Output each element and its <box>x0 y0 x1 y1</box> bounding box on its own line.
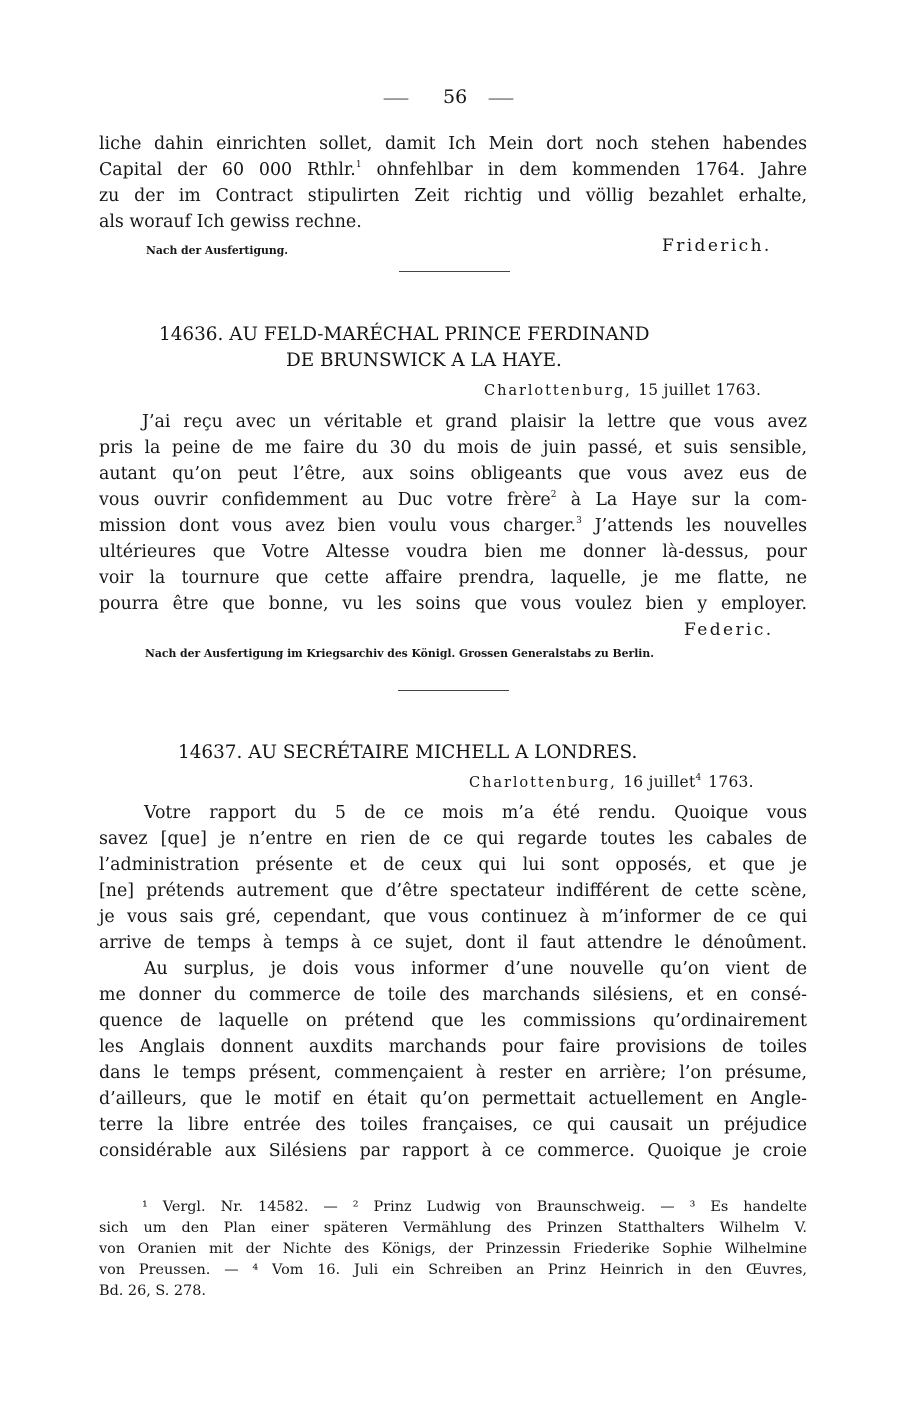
section-divider <box>399 271 510 272</box>
text-line: voir la tournure que cette affaire prendra, laquelle, je me flatte, ne <box>99 568 807 588</box>
text-line <box>99 518 807 535</box>
text-segment: ohnfehlbar in dem kommenden 1764. Jahre <box>361 160 807 180</box>
footnote-ref: 3 <box>576 516 582 527</box>
footnote-line: von Preussen. — ⁴ Vom 16. Juli ein Schreiben an Prinz Heinrich in den Œuvres, <box>99 1262 807 1278</box>
text-line: considérable aux Silésiens par rapport à ce commerce. Quoique je croie <box>99 1141 807 1161</box>
text-line: [ne] prétends autrement que d’être spectateur indifférent de cette scène, <box>99 881 807 901</box>
text-line: arrive de temps à temps à ce sujet, dont il faut attendre le dénoûment. <box>99 933 807 953</box>
text-segment: J’attends les nouvelles <box>581 516 807 536</box>
text-segment: mission dont vous avez bien voulu vous charger. <box>99 516 577 536</box>
text-line: Votre rapport du 5 de ce mois m’a été rendu. Quoique vous <box>144 803 807 823</box>
text-line <box>99 162 807 179</box>
footnote-ref: 4 <box>695 773 704 784</box>
source-note: Nach der Ausfertigung. <box>146 244 289 257</box>
text-line: savez [que] je n’entre en rien de ce qui regarde toutes les cabales de <box>99 829 807 849</box>
text-line: pourra être que bonne, vu les soins que vous voulez bien y employer. <box>99 594 807 614</box>
text-segment: à La Haye sur la com- <box>556 490 807 510</box>
letter-dateline <box>484 383 761 399</box>
text-line: me donner du commerce de toile des marchands silésiens, et en consé- <box>99 985 807 1005</box>
footnote-ref: 1 <box>355 160 362 171</box>
text-line: liche dahin einrichten sollet, damit Ich Mein dort noch stehen habendes <box>99 134 807 154</box>
section-divider <box>398 690 509 691</box>
text-line: als worauf Ich gewiss rechne. <box>99 212 362 232</box>
text-line: je vous sais gré, cependant, que vous continuez à m’informer de ce qui <box>99 907 807 927</box>
text-line: terre la libre entrée des toiles françaises, ce qui causait un préjudice <box>99 1115 807 1135</box>
footnote-line: von Oranien mit der Nichte des Königs, der Prinzessin Friederike Sophie Wilhelmine <box>99 1241 807 1257</box>
footnote-line: ¹ Vergl. Nr. 14582. — ² Prinz Ludwig von Braunschweig. — ³ Es handelte <box>142 1199 807 1215</box>
text-line: l’administration présente et de ceux qui lui sont opposés, et que je <box>99 855 807 875</box>
text-line: autant qu’on peut l’être, aux soins obligeants que vous avez eus de <box>99 464 807 484</box>
text-line: dans le temps présent, commençaient à rester en arrière; l’on présume, <box>99 1063 807 1083</box>
page-number: 56 <box>443 86 468 108</box>
text-line: les Anglais donnent auxdits marchands pour faire provisions de toiles <box>99 1037 807 1057</box>
text-line: zu der im Contract stipulirten Zeit richtig und völlig bezahlet erhalte, <box>99 186 807 206</box>
letter-heading: 14636. AU FELD-MARÉCHAL PRINCE FERDINAND <box>159 324 650 345</box>
dateline-place: Charlottenburg, <box>484 382 639 399</box>
footnote-line: Bd. 26, S. 278. <box>99 1283 206 1299</box>
page-number-dash-right: —— <box>488 91 512 107</box>
dateline-date: 15 juillet 1763. <box>638 381 762 399</box>
text-line: pris la peine de me faire du 30 du mois de juin passé, et suis sensible, <box>99 438 807 458</box>
text-line: Au surplus, je dois vous informer d’une nouvelle qu’on vient de <box>144 959 807 979</box>
dateline-date: 16 juillet <box>623 773 696 791</box>
text-line: d’ailleurs, que le motif en était qu’on permettait actuellement en Angle- <box>99 1089 807 1109</box>
dateline-place: Charlottenburg, <box>469 774 624 791</box>
source-note: Nach der Ausfertigung im Kriegsarchiv des Königl. Grossen Generalstabs zu Berlin. <box>145 647 655 660</box>
footnote-line: sich um den Plan einer späteren Vermählung des Prinzen Statthalters Wilhelm V. <box>99 1220 807 1236</box>
dateline-year: 1763. <box>703 773 754 791</box>
page-number-dash-left: —— <box>383 91 407 107</box>
letter-heading: 14637. AU SECRÉTAIRE MICHELL A LONDRES. <box>178 742 638 763</box>
text-line: quence de laquelle on prétend que les commissions qu’ordinairement <box>99 1011 807 1031</box>
text-line: J’ai reçu avec un véritable et grand plaisir la lettre que vous avez <box>142 412 807 432</box>
signature: Friderich. <box>662 236 772 256</box>
letter-heading-continued: DE BRUNSWICK A LA HAYE. <box>286 350 562 371</box>
footnote-ref: 2 <box>550 490 557 501</box>
text-segment: vous ouvrir confidemment au Duc votre frère <box>99 490 551 510</box>
text-segment: Capital der 60 000 Rthlr. <box>99 160 356 180</box>
signature: Federic. <box>684 620 774 640</box>
text-line <box>99 492 807 509</box>
text-line: ultérieures que Votre Altesse voudra bien me donner là-dessus, pour <box>99 542 807 562</box>
letter-dateline <box>469 775 754 791</box>
